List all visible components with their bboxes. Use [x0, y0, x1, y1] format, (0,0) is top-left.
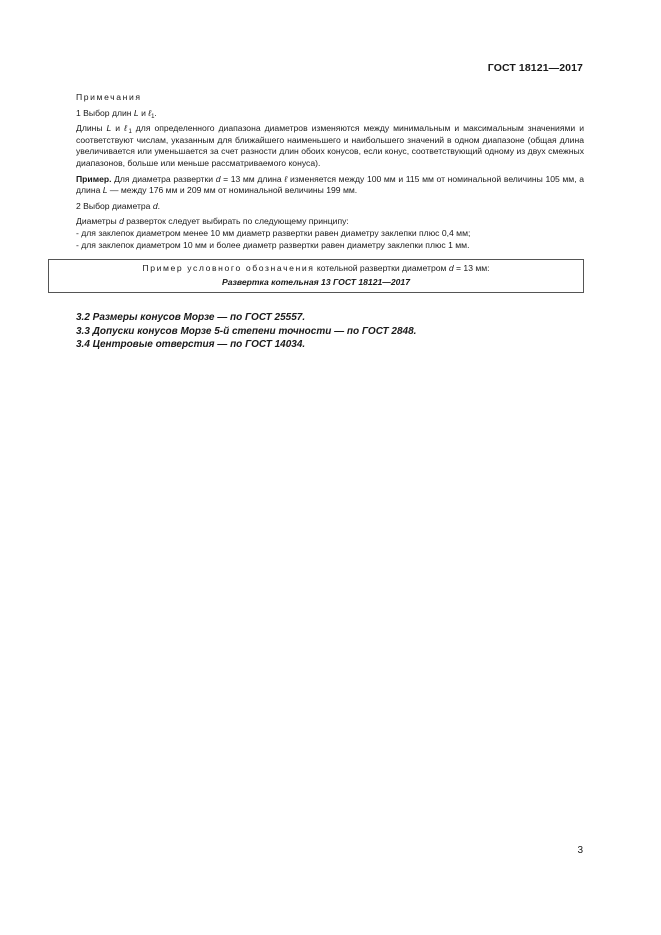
var-d: d	[152, 200, 158, 211]
note2-paragraph	[76, 216, 584, 228]
example-text-b: = 13 мм длина	[220, 173, 285, 184]
designation-value: Развертка котельная 13 ГОСТ 18121—2017	[222, 276, 410, 287]
bullet-item-2: - для заклепок диаметром 10 мм и более диаметр развертки равен диаметру заклепки плюс 1 мм.	[76, 239, 470, 250]
var-l: ℓ	[284, 173, 288, 184]
para1-text-b: для определенного диапазона диаметров изменяются между минимальным и максимальным значениями и соответствуют числам, указанным для ближайшего наименьшего и наибольшего значений в одном диапазоне (общая длина увеличивается или уменьшается за счет разности длин обоих конусов, если конус, соответствующий одному из двух смежных диапазонов, больше или меньше рассматриваемого конуса).	[76, 123, 584, 168]
note1-paragraph	[76, 123, 584, 169]
notes-heading: Примечания	[76, 92, 142, 102]
bullet-item-1: - для заклепок диаметром менее 10 мм диаметр развертки равен диаметру заклепки плюс 0,4 мм;	[76, 227, 471, 238]
example-lead: Пример.	[76, 173, 112, 184]
var-d: d	[448, 263, 454, 274]
var-L: L	[106, 123, 112, 134]
designation-label-end: = 13 мм:	[453, 263, 490, 274]
example-text-a: Для диаметра развертки	[111, 173, 216, 184]
var-d: d	[119, 216, 124, 227]
note2-title-text: 2 Выбор диаметра	[76, 200, 153, 211]
section-3-4: 3.4 Центровые отверстия — по ГОСТ 14034.	[76, 339, 306, 351]
note1-title-text: 1 Выбор длин	[76, 107, 134, 118]
note2-dot: .	[157, 200, 160, 211]
designation-label	[49, 263, 583, 275]
para2-text-b: разверток следует выбирать по следующему принципу:	[123, 216, 349, 227]
page-number: 3	[577, 845, 583, 856]
example-text-c: изменяется между 100 мм и 115 мм от номинальной величины 105 мм, а длина	[76, 173, 584, 196]
designation-example-box	[48, 259, 584, 293]
var-L: L	[133, 107, 139, 118]
example-paragraph	[48, 174, 584, 197]
note1-title	[76, 108, 584, 120]
note1-and: и	[138, 107, 149, 118]
designation-label-rest: котельной развертки диаметром	[314, 263, 449, 274]
var-L: L	[102, 185, 108, 196]
var-l: ℓ	[148, 107, 152, 118]
section-3-2: 3.2 Размеры конусов Морзе — по ГОСТ 25557.	[76, 312, 306, 324]
para1-text-a: Длины	[76, 123, 107, 134]
var-l-subscript: 1	[128, 129, 132, 136]
example-text-e: — между 176 мм и 209 мм от номинальной величины 199 мм.	[107, 185, 358, 196]
section-3-3: 3.3 Допуски конусов Морзе 5-й степени точности — по ГОСТ 2848.	[76, 325, 417, 337]
sections-list	[76, 311, 584, 352]
designation-label-spaced: Пример условного обозначения	[142, 263, 315, 274]
var-d: d	[215, 173, 221, 184]
standard-header: ГОСТ 18121—2017	[487, 62, 583, 74]
note1-dot: .	[154, 107, 157, 118]
para2-text-a: Диаметры	[76, 216, 120, 227]
var-l-subscript: 1	[151, 113, 155, 120]
var-l: ℓ	[124, 123, 129, 134]
para1-and: и	[111, 123, 125, 134]
note2-title	[76, 201, 584, 213]
page-content	[76, 92, 584, 352]
